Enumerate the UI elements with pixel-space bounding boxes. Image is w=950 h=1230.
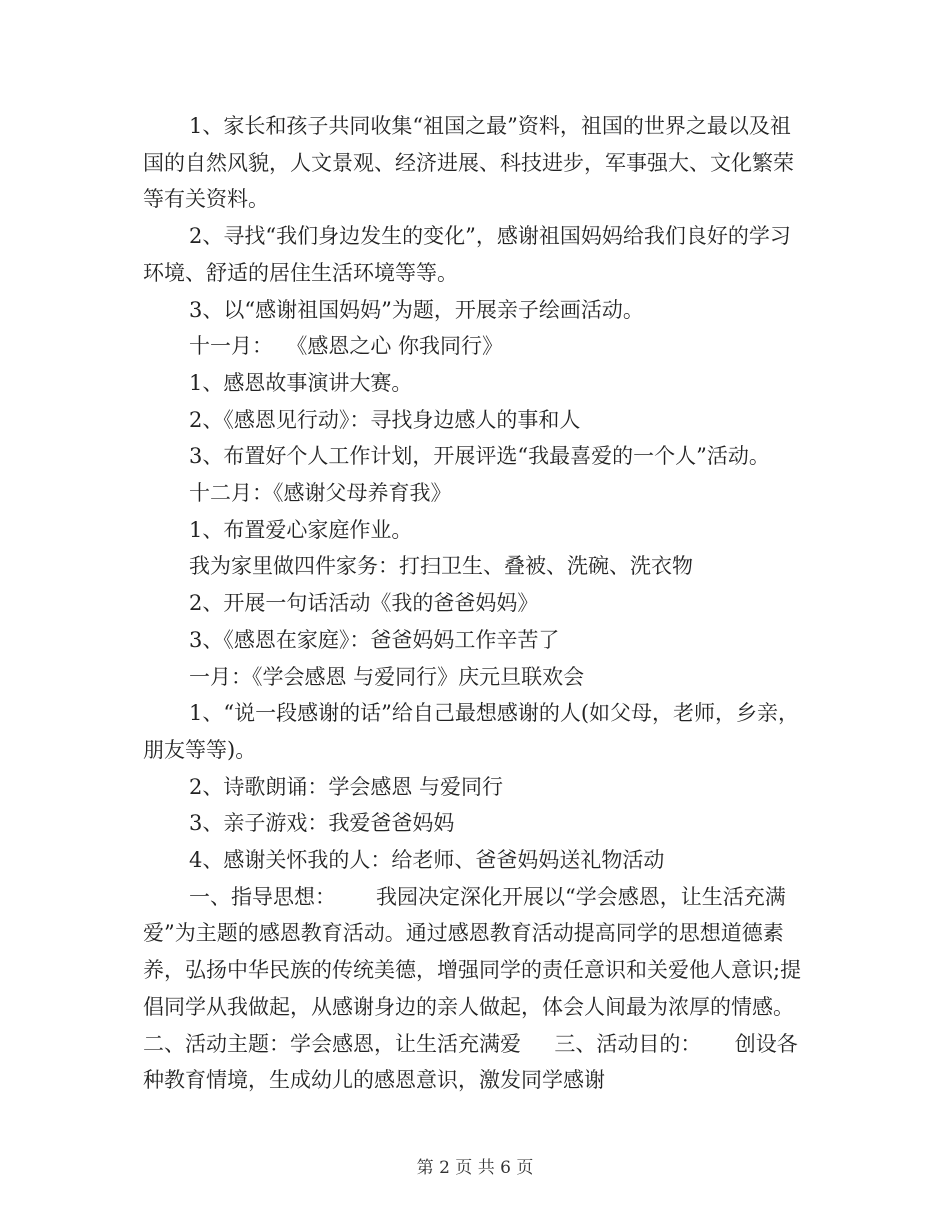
paragraph-gifts: 4、感谢关怀我的人：给老师、爸爸妈妈送礼物活动: [189, 848, 665, 873]
heading-november: 十一月： 《感恩之心 你我同行》: [189, 334, 504, 359]
paragraph-guiding-ideology: 一、指导思想： 我园决定深化开展以“学会感恩，让生活充满爱”为主题的感恩教育活动。通过感恩教育活动提高同学的思想道德素养，弘扬中华民族的传统美德，增强同学的责任意识和关爱他人意识;提倡同学从我做起，从感谢身边的亲人做起，体会人间最为浓厚的情感。 二、活动主题：学会感恩，让生活充满爱 三、活动目的： 创设各种教育情境，生成幼儿的感恩意识，激发同学感谢: [143, 884, 828, 1093]
paragraph-find-changes: 2、寻找“我们身边发生的变化”，感谢祖国妈妈给我们良好的学习环境、舒适的居住生活环境等等。: [143, 224, 791, 285]
paragraph-poetry: 2、诗歌朗诵：学会感恩 与爱同行: [189, 774, 504, 799]
heading-january: 一月：《学会感恩 与爱同行》庆元旦联欢会: [189, 664, 585, 689]
paragraph-favorite-person: 3、布置好个人工作计划，开展评选“我最喜爱的一个人”活动。: [189, 444, 770, 469]
page-number: 第 2 页 共 6 页: [416, 1158, 534, 1178]
paragraph-thank-you-words: 1、“说一段感谢的话”给自己最想感谢的人(如父母，老师，乡亲，朋友等等)。: [143, 701, 800, 762]
paragraph-family-gratitude: 3、《感恩在家庭》：爸爸妈妈工作辛苦了: [189, 627, 560, 652]
heading-december: 十二月：《感谢父母养育我》: [189, 481, 452, 506]
paragraph-homework: 1、布置爱心家庭作业。: [189, 517, 413, 542]
paragraph-one-sentence: 2、开展一句话活动《我的爸爸妈妈》: [189, 591, 539, 616]
paragraph-chores: 我为家里做四件家务：打扫卫生、叠被、洗碗、洗衣物: [189, 554, 693, 579]
paragraph-drawing-activity: 3、以“感谢祖国妈妈”为题，开展亲子绘画活动。: [189, 297, 644, 322]
paragraph-collect-materials: 1、家长和孩子共同收集“祖国之最”资料，祖国的世界之最以及祖国的自然风貌，人文景观、经济进展、科技进步，军事强大、文化繁荣等有关资料。: [143, 114, 794, 212]
document-body: [143, 108, 828, 1099]
paragraph-speech-contest: 1、感恩故事演讲大赛。: [189, 370, 413, 395]
paragraph-gratitude-action: 2、《感恩见行动》：寻找身边感人的事和人: [189, 407, 581, 432]
paragraph-parent-child-game: 3、亲子游戏：我爱爸爸妈妈: [189, 811, 455, 836]
